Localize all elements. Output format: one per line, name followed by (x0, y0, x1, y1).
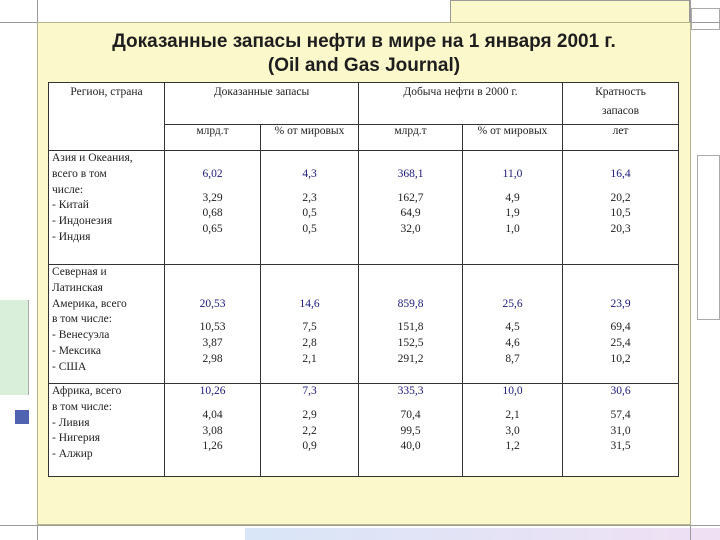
deco-square-right-purple (697, 155, 720, 320)
country-value: 152,5 (397, 337, 424, 350)
region-group-row (49, 265, 679, 384)
total-value: 10,0 (502, 385, 523, 397)
total-value: 14,6 (299, 297, 320, 310)
total-value: 25,6 (502, 297, 523, 310)
spacer-line (566, 281, 675, 297)
region-group-row (49, 384, 679, 477)
spacer-line (566, 265, 675, 281)
header-production: Добыча нефти в 2000 г. (359, 83, 563, 125)
country-value: 40,0 (400, 440, 421, 453)
total-value: 30,6 (610, 385, 631, 397)
subheader-prod-unit: млрд.т (359, 125, 463, 151)
spacer-line (168, 281, 257, 297)
spacer-line (264, 265, 355, 281)
subheader-res-unit: млрд.т (165, 125, 261, 151)
value-cell (165, 384, 261, 477)
country-value: 2,1 (302, 352, 317, 365)
region-label-line: Латинская (52, 281, 103, 294)
country-value: 3,29 (202, 191, 223, 204)
country-value: 20,3 (610, 223, 631, 236)
value-cell (359, 151, 463, 265)
total-value: 16,4 (610, 167, 631, 180)
country-label: - Алжир (52, 448, 93, 461)
country-value: 162,7 (397, 191, 424, 204)
deco-square-left-blue (15, 410, 29, 424)
spacer-line (362, 151, 459, 167)
country-value: 3,08 (202, 424, 223, 437)
country-value: 3,87 (202, 337, 223, 350)
region-label-line: Африка, всего (52, 385, 122, 397)
total-value: 23,9 (610, 297, 631, 310)
total-value: 368,1 (397, 167, 424, 180)
value-cell (261, 265, 359, 384)
country-value: 1,2 (505, 440, 520, 453)
country-value: 0,9 (302, 440, 317, 453)
total-value: 20,53 (199, 297, 226, 310)
country-value: 31,0 (610, 424, 631, 437)
header-region: Регион, страна (49, 83, 165, 125)
country-label: - США (52, 360, 87, 373)
country-label: - Мексика (52, 344, 101, 357)
header-ratio-line-2: запасов (602, 105, 640, 117)
region-label-line: всего в том (52, 167, 107, 180)
value-cell (463, 151, 563, 265)
spacer-line (264, 151, 355, 167)
spacer-line (168, 265, 257, 281)
value-cell (563, 384, 679, 477)
region-label-line: Азия и Океания, (52, 152, 133, 164)
deco-square-right-top (691, 8, 720, 30)
country-value: 151,8 (397, 321, 424, 334)
subheader-res-pct: % от мировых (261, 125, 359, 151)
oil-reserves-table (48, 82, 679, 477)
spacer-line (466, 151, 559, 167)
country-value: 69,4 (610, 321, 631, 334)
country-value: 10,5 (610, 207, 631, 220)
country-value: 0,65 (202, 223, 223, 236)
value-cell (359, 265, 463, 384)
spacer-line (168, 151, 257, 167)
country-value: 3,0 (505, 424, 520, 437)
country-value: 70,4 (400, 408, 421, 421)
country-value: 2,1 (505, 408, 520, 421)
value-cell (463, 384, 563, 477)
deco-gradient-bottom (245, 528, 720, 540)
country-value: 10,2 (610, 352, 631, 365)
title-line-1: Доказанные запасы нефти в мире на 1 января 2001 г. (112, 31, 616, 52)
country-value: 4,6 (505, 337, 520, 350)
spacer-line (362, 265, 459, 281)
value-cell (261, 384, 359, 477)
header-ratio (563, 83, 679, 125)
region-label-line: в том числе: (52, 400, 112, 413)
country-label: - Китай (52, 199, 89, 212)
country-label: - Нигерия (52, 432, 101, 445)
country-value: 4,9 (505, 191, 520, 204)
total-value: 7,3 (302, 385, 317, 397)
country-value: 8,7 (505, 352, 520, 365)
value-cell (359, 384, 463, 477)
header-reserves: Доказанные запасы (165, 83, 359, 125)
total-value: 6,02 (202, 167, 223, 180)
country-value: 0,5 (302, 223, 317, 236)
country-value: 57,4 (610, 408, 631, 421)
country-value: 64,9 (400, 207, 421, 220)
value-cell (563, 151, 679, 265)
subheader-row (49, 125, 679, 151)
total-value: 11,0 (502, 167, 523, 180)
frame-line-bottom (0, 525, 720, 526)
deco-block-top-left (0, 0, 38, 23)
country-label: - Венесуэла (52, 329, 110, 342)
country-value: 31,5 (610, 440, 631, 453)
total-value: 859,8 (397, 297, 424, 310)
country-value: 32,0 (400, 223, 421, 236)
country-value: 20,2 (610, 191, 631, 204)
slide-title (37, 30, 691, 78)
spacer-line (466, 265, 559, 281)
region-label-line: Северная и (52, 266, 107, 278)
subheader-prod-pct: % от мировых (463, 125, 563, 151)
country-value: 4,5 (505, 321, 520, 334)
value-cell (563, 265, 679, 384)
country-value: 2,8 (302, 337, 317, 350)
country-value: 4,04 (202, 408, 223, 421)
region-group-row (49, 151, 679, 265)
country-value: 291,2 (397, 352, 424, 365)
region-cell (49, 384, 165, 477)
country-label: - Ливия (52, 416, 90, 429)
spacer-line (362, 281, 459, 297)
region-groups (49, 151, 679, 477)
country-label: - Индия (52, 230, 91, 243)
total-value: 335,3 (397, 385, 424, 397)
country-value: 7,5 (302, 321, 317, 334)
subheader-empty (49, 125, 165, 151)
country-value: 2,2 (302, 424, 317, 437)
country-value: 2,98 (202, 352, 223, 365)
country-value: 10,53 (199, 321, 226, 334)
region-label-line: Америка, всего (52, 297, 127, 310)
header-ratio-line-1: Кратность (595, 86, 646, 98)
region-label-line: числе: (52, 183, 84, 196)
value-cell (261, 151, 359, 265)
deco-block-left-green (0, 300, 29, 395)
spacer-line (264, 281, 355, 297)
country-value: 1,26 (202, 440, 223, 453)
region-cell (49, 265, 165, 384)
total-value: 10,26 (199, 385, 226, 397)
subheader-ratio-unit: лет (563, 125, 679, 151)
country-value: 0,68 (202, 207, 223, 220)
spacer-line (566, 151, 675, 167)
region-cell (49, 151, 165, 265)
region-label-line: в том числе: (52, 313, 112, 326)
country-value: 0,5 (302, 207, 317, 220)
country-label: - Индонезия (52, 215, 113, 228)
country-value: 2,3 (302, 191, 317, 204)
title-line-2: (Oil and Gas Journal) (267, 55, 461, 76)
country-value: 1,9 (505, 207, 520, 220)
country-value: 25,4 (610, 337, 631, 350)
value-cell (165, 151, 261, 265)
country-value: 99,5 (400, 424, 421, 437)
total-value: 4,3 (302, 167, 317, 180)
header-row (49, 83, 679, 125)
country-value: 2,9 (302, 408, 317, 421)
value-cell (463, 265, 563, 384)
value-cell (165, 265, 261, 384)
spacer-line (466, 281, 559, 297)
country-value: 1,0 (505, 223, 520, 236)
